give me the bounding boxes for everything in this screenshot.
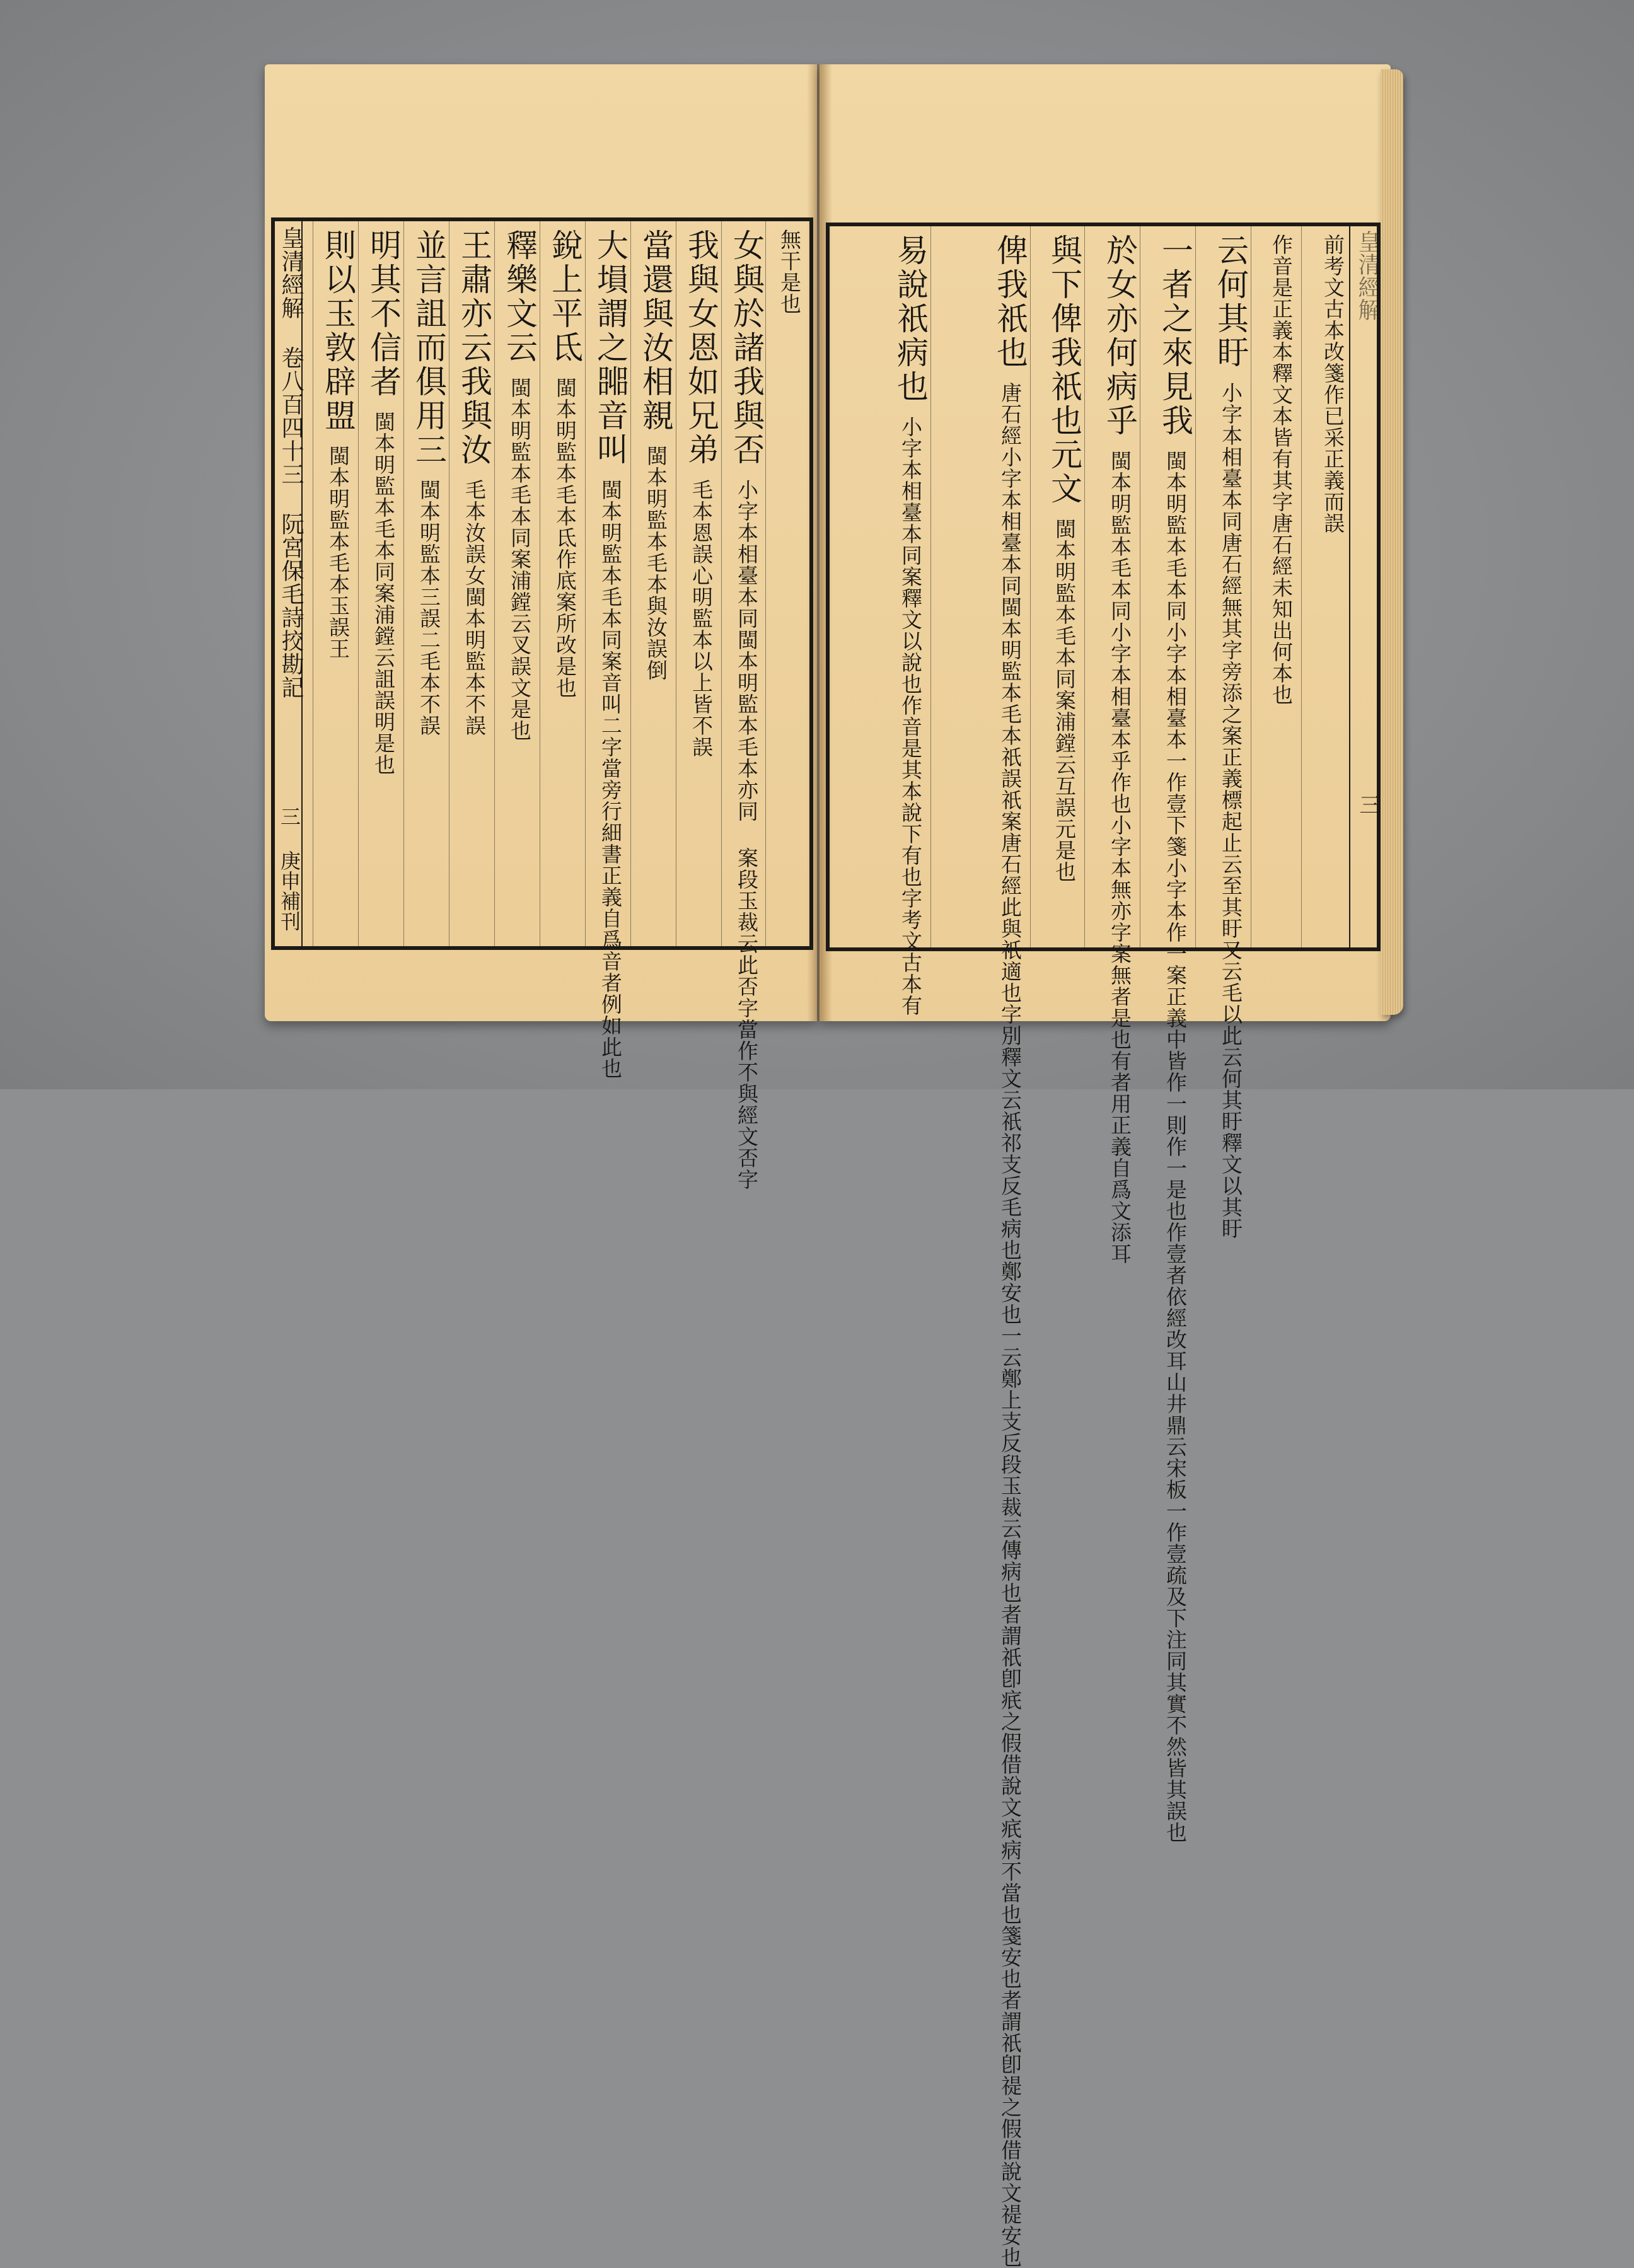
main-text: 則以玉敦辟盟 <box>320 229 356 433</box>
annotation-text: 閩本明監本毛本氐作底案所改是也 <box>553 377 577 698</box>
annotation-text: 作音是正義本釋文本皆有其字唐石經未知出何本也 <box>1269 234 1294 705</box>
annotation-text: 閩本明監本毛本與汝誤倒 <box>644 445 668 681</box>
annotation-text: 毛本汝誤女閩本明監本不誤 <box>462 479 487 736</box>
text-column <box>633 229 675 939</box>
text-column <box>1036 234 1083 940</box>
annotation-text: 小字本相臺本同唐石經無其字旁添之案正義標起止云至其盱又云毛以此云何其盱釋文以其盱 <box>1219 382 1243 1239</box>
annotation-text: 閩本明監本毛本同案浦鏜云互誤元是也 <box>1052 518 1077 882</box>
left-center-volume: 卷八百四十三 <box>278 346 304 486</box>
annotation-text: 閩本明監本毛本同案浦鏜云詛誤明是也 <box>371 411 396 775</box>
left-center-label <box>275 226 307 699</box>
annotation-text: 唐石經小字本相臺本同閩本明監本毛本祇誤祇案唐石經此與祇適也字別釋文云祇祁支反毛病也鄭安也一云鄭上支反段玉裁云傳病也者謂祇卽疧之假借說文疧病不當也箋安也者謂祇卽禔之假借說文禔安也 <box>998 382 1023 2268</box>
main-text: 云何其盱 <box>1212 234 1249 370</box>
page-edges <box>1381 69 1403 1015</box>
annotation-text: 小字本相臺本同閩本明監本毛本亦同 案段玉裁云此否字當作不與經文否字 <box>734 479 759 1190</box>
right-center-column <box>1349 226 1379 947</box>
left-center-title: 皇清經解 <box>278 226 304 320</box>
annotation-text: 小字本相臺本同案釋文以說也作音是其本說下有也字考文古本有 <box>898 416 923 1016</box>
text-column <box>497 229 538 939</box>
annotation-text: 閩本明監本毛本同小字本相臺本一作壹下箋小字本作一案正義中皆作一則作一是也作壹者依經改耳山井鼎云宋板一作壹疏及下注同其實不然皆其誤也 <box>1163 450 1188 1843</box>
main-text: 俾我祇也 <box>992 234 1028 370</box>
text-column <box>678 229 720 939</box>
annotation-text: 無干是也 <box>777 229 802 315</box>
main-text: 一者之來見我 <box>1157 234 1193 438</box>
left-center-chapter: 阮宮保毛詩挍勘記 <box>278 512 304 699</box>
text-column <box>867 234 929 1016</box>
annotation-text: 閩本明監本毛本同小字本相臺本乎作也小字本無亦字案無者是也有者用正義自爲文添耳 <box>1108 450 1132 1264</box>
text-column <box>769 229 808 939</box>
left-center-column <box>272 221 303 946</box>
left-folio <box>275 806 304 931</box>
left-folio-number: 三 <box>277 806 301 826</box>
main-text: 與下俾我祇也元文 <box>1046 234 1082 506</box>
left-text-frame <box>271 217 813 1190</box>
text-column <box>361 229 402 939</box>
text-column <box>1145 234 1194 1843</box>
text-column <box>588 229 629 1079</box>
annotation-text: 毛本恩誤心明監本以上皆不誤 <box>689 479 714 758</box>
annotation-text: 閩本明監本毛本同案音叫二字當旁行細書正義自爲音者例如此也 <box>598 479 623 1079</box>
text-column <box>1091 234 1139 1264</box>
main-text: 釋樂文云 <box>501 229 538 365</box>
right-center-label: 皇清經解 <box>1355 230 1381 321</box>
main-text: 銳上平氐 <box>547 229 583 365</box>
main-text: 當還與汝相親 <box>637 229 674 433</box>
text-column <box>724 229 765 1190</box>
main-text: 我與女恩如兄弟 <box>683 229 719 467</box>
annotation-text: 閩本明監本三誤二毛本不誤 <box>417 479 441 736</box>
annotation-text: 前考文古本改箋作已采正義而誤 <box>1321 234 1345 534</box>
main-text: 於女亦何病乎 <box>1101 234 1138 438</box>
annotation-text: 閩本明監本毛本玉誤王 <box>326 445 351 659</box>
text-column <box>1306 234 1352 940</box>
main-text: 明其不信者 <box>365 229 402 399</box>
text-column <box>937 234 1029 2268</box>
right-text-frame <box>826 223 1381 2268</box>
text-column <box>451 229 493 939</box>
main-text: 女與於諸我與否 <box>728 229 765 467</box>
text-column <box>406 229 448 939</box>
text-column <box>1256 234 1300 940</box>
text-column <box>542 229 584 939</box>
main-text: 易說祇病也 <box>892 234 929 404</box>
left-edition: 庚申補刊 <box>277 850 301 931</box>
right-folio: 三 <box>1355 794 1381 815</box>
main-text: 並言詛而俱用三 <box>410 229 447 467</box>
text-column <box>1200 234 1249 1239</box>
main-text: 王肅亦云我與汝 <box>456 229 492 467</box>
main-text: 大塤謂之嘂音叫 <box>592 229 629 467</box>
text-column <box>315 229 357 939</box>
annotation-text: 閩本明監本毛本同案浦鏜云叉誤文是也 <box>507 377 532 741</box>
